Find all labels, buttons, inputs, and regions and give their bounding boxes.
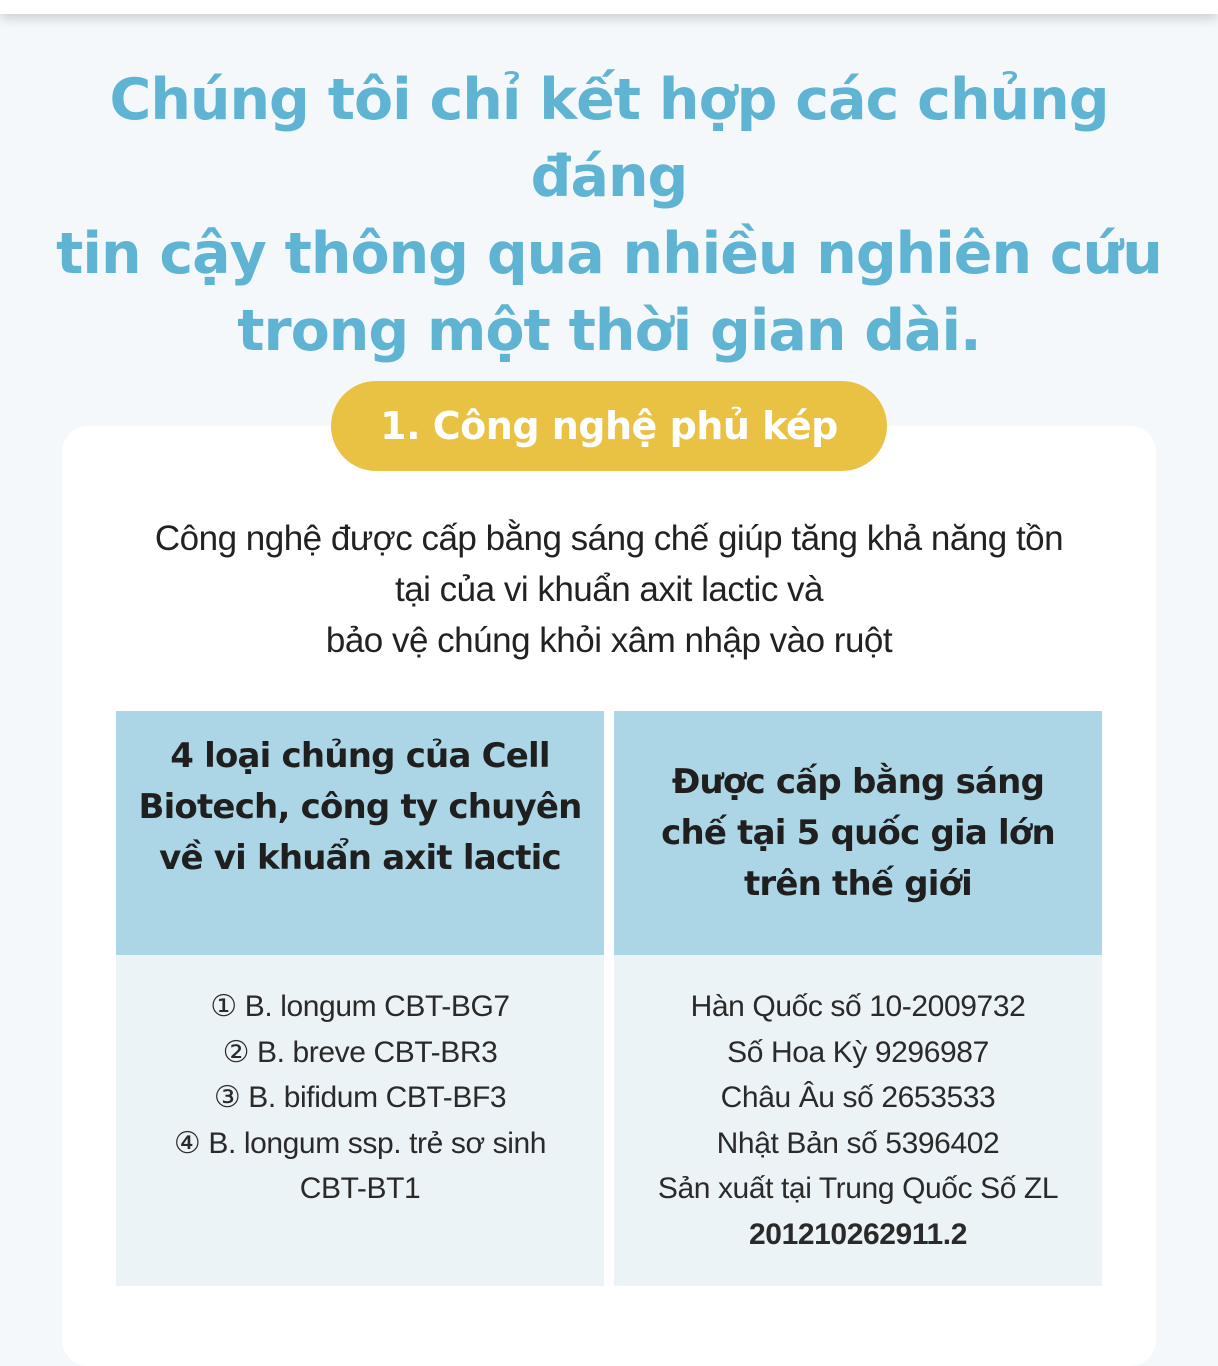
strain-item: CBT-BT1 [299, 1172, 421, 1205]
description-line: bảo vệ chúng khỏi xâm nhập vào ruột [325, 621, 893, 660]
headline-line: Chúng tôi chỉ kết hợp các chủng đáng [109, 67, 1109, 210]
patents-column [614, 711, 1102, 1286]
patent-item: Sản xuất tại Trung Quốc Số ZL [657, 1172, 1059, 1205]
patent-item: Hàn Quốc số 10-2009732 [690, 990, 1026, 1023]
top-bar [0, 0, 1218, 14]
patents-header [614, 711, 1102, 955]
patents-list [614, 955, 1102, 1286]
section-description [90, 513, 1128, 666]
strains-list [116, 955, 604, 1286]
strain-item: ② B. breve CBT-BR3 [222, 1035, 498, 1069]
patent-item: Châu Âu số 2653533 [720, 1081, 996, 1114]
headline-line: trong một thời gian dài. [237, 298, 981, 364]
patent-item: Số Hoa Kỳ 9296987 [727, 1035, 989, 1069]
strains-header-line: 4 loại chủng của Cell [170, 736, 550, 776]
strains-header [116, 711, 604, 955]
patents-header-line: Được cấp bằng sáng [671, 761, 1045, 802]
strain-item: ④ B. longum ssp. trẻ sơ sinh [173, 1126, 547, 1160]
strain-item: ③ B. bifidum CBT-BF3 [213, 1081, 507, 1114]
strains-header-line: Biotech, công ty chuyên [138, 787, 582, 827]
description-line: tại của vi khuẩn axit lactic và [394, 570, 824, 609]
patents-header-line: chế tại 5 quốc gia lớn [661, 812, 1055, 853]
patents-header-line: trên thế giới [743, 863, 973, 904]
section-label-badge: 1. Công nghệ phủ kép [331, 381, 887, 471]
patent-item: Nhật Bản số 5396402 [716, 1126, 1000, 1160]
headline-line: tin cậy thông qua nhiều nghiên cứu [56, 221, 1162, 287]
description-line: Công nghệ được cấp bằng sáng chế giúp tăng khả năng tồn [154, 519, 1064, 558]
strains-column [116, 711, 604, 1286]
page-headline [40, 62, 1178, 370]
patent-item: 201210262911.2 [749, 1217, 967, 1251]
strains-header-line: về vi khuẩn axit lactic [159, 838, 561, 878]
strain-item: ① B. longum CBT-BG7 [210, 990, 510, 1023]
